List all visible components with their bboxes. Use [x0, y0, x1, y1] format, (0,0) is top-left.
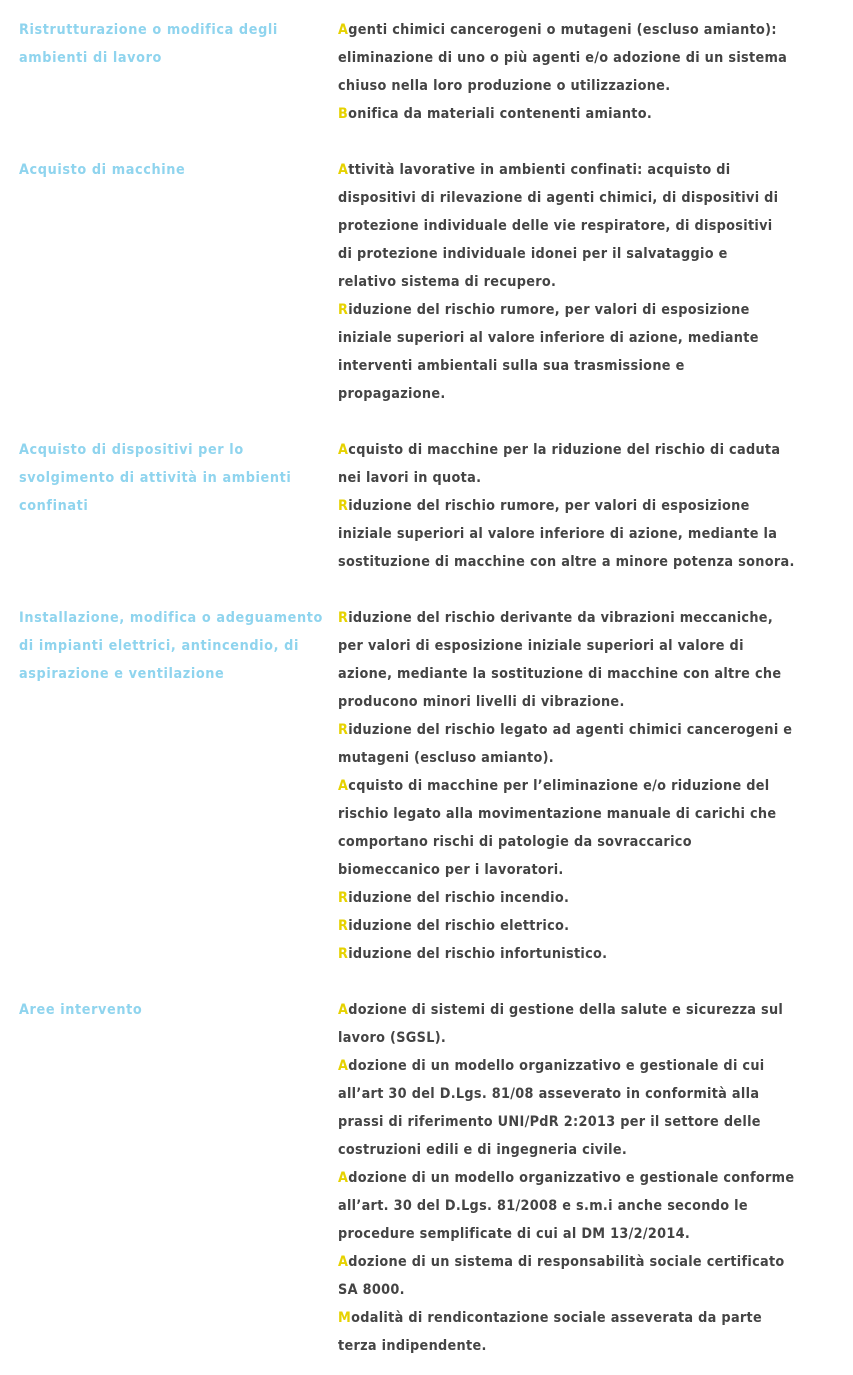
item-text: iduzione del rischio legato ad agenti chimici cancerogeni e mutageni (escluso amianto).: [338, 722, 793, 766]
item-initial: A: [338, 778, 349, 794]
list-item: [338, 940, 838, 968]
section-items: [338, 996, 838, 1360]
item-initial: A: [338, 162, 349, 178]
section-title: Acquisto di dispositivi per lo svolgimento di attività in ambienti confinati: [19, 442, 292, 514]
list-item: [338, 912, 838, 940]
list-item: [338, 492, 838, 576]
list-item: [338, 716, 838, 772]
item-initial: A: [338, 442, 349, 458]
item-initial: A: [338, 1254, 349, 1270]
section-title: Aree intervento: [19, 1002, 143, 1018]
section-items: [338, 156, 838, 408]
item-initial: M: [338, 1310, 352, 1326]
section-title: Acquisto di macchine: [19, 162, 186, 178]
item-initial: R: [338, 946, 349, 962]
list-item: [338, 884, 838, 912]
item-initial: A: [338, 1002, 349, 1018]
list-item: [338, 772, 838, 884]
section-items: [338, 16, 838, 128]
item-initial: R: [338, 610, 349, 626]
list-item: [338, 436, 838, 492]
item-initial: R: [338, 302, 349, 318]
list-item: [338, 1304, 838, 1360]
item-text: iduzione del rischio incendio.: [348, 890, 570, 906]
item-initial: A: [338, 22, 349, 38]
section-title: Installazione, modifica o adeguamento di impianti elettrici, antincendio, di aspirazione e ventilazione: [19, 610, 323, 682]
item-text: iduzione del rischio rumore, per valori di esposizione iniziale superiori al valore inferiore di azione, mediante interventi ambientali sulla sua trasmissione e propagazione.: [338, 302, 759, 402]
section-title: Ristrutturazione o modifica degli ambienti di lavoro: [19, 22, 278, 66]
list-item: [338, 100, 838, 128]
item-text: dozione di un sistema di responsabilità sociale certificato SA 8000.: [338, 1254, 785, 1298]
list-item: [338, 1248, 838, 1304]
item-initial: R: [338, 918, 349, 934]
list-item: [338, 16, 838, 100]
item-initial: B: [338, 106, 349, 122]
item-text: iduzione del rischio derivante da vibrazioni meccaniche, per valori di esposizione iniziale superiori al valore di azione, mediante la sostituzione di macchine con altre che producono minori livelli di vibrazione.: [338, 610, 782, 710]
list-item: [338, 604, 838, 716]
item-text: dozione di sistemi di gestione della salute e sicurezza sul lavoro (SGSL).: [338, 1002, 784, 1046]
list-item: [338, 996, 838, 1052]
item-initial: R: [338, 722, 349, 738]
item-initial: R: [338, 498, 349, 514]
item-text: iduzione del rischio elettrico.: [348, 918, 570, 934]
item-text: cquisto di macchine per l’eliminazione e/o riduzione del rischio legato alla movimentazione manuale di carichi che comportano rischi di patologie da sovraccarico biomeccanico per i lavoratori.: [338, 778, 777, 878]
item-initial: R: [338, 890, 349, 906]
item-text: onifica da materiali contenenti amianto.: [348, 106, 653, 122]
item-initial: A: [338, 1170, 349, 1186]
item-initial: A: [338, 1058, 349, 1074]
item-text: iduzione del rischio rumore, per valori di esposizione iniziale superiori al valore inferiore di azione, mediante la sostituzione di macchine con altre a minore potenza sonora.: [338, 498, 795, 570]
item-text: odalità di rendicontazione sociale asseverata da parte terza indipendente.: [338, 1310, 763, 1354]
item-text: dozione di un modello organizzativo e gestionale conforme all’art. 30 del D.Lgs. 81/2008 e s.m.i anche secondo le procedure semplificate di cui al DM 13/2/2014.: [338, 1170, 795, 1242]
list-item: [338, 1164, 838, 1248]
list-item: [338, 156, 838, 296]
item-text: dozione di un modello organizzativo e gestionale di cui all’art 30 del D.Lgs. 81/08 asseverato in conformità alla prassi di riferimento UNI/PdR 2:2013 per il settore delle costruzioni edili e di ingegneria civile.: [338, 1058, 765, 1158]
item-text: cquisto di macchine per la riduzione del rischio di caduta nei lavori in quota.: [338, 442, 781, 486]
list-item: [338, 296, 838, 408]
section-items: [338, 604, 838, 968]
item-text: genti chimici cancerogeni o mutageni (escluso amianto): eliminazione di uno o più agenti e/o adozione di un sistema chiuso nella loro produzione o utilizzazione.: [338, 22, 788, 94]
item-text: iduzione del rischio infortunistico.: [348, 946, 608, 962]
item-text: ttività lavorative in ambienti confinati: acquisto di dispositivi di rilevazione di agenti chimici, di dispositivi di protezione individuale delle vie respiratore, di dispositivi di protezione individuale idonei per il salvataggio e relativo sistema di recupero.: [338, 162, 779, 290]
section-items: [338, 436, 838, 576]
list-item: [338, 1052, 838, 1164]
